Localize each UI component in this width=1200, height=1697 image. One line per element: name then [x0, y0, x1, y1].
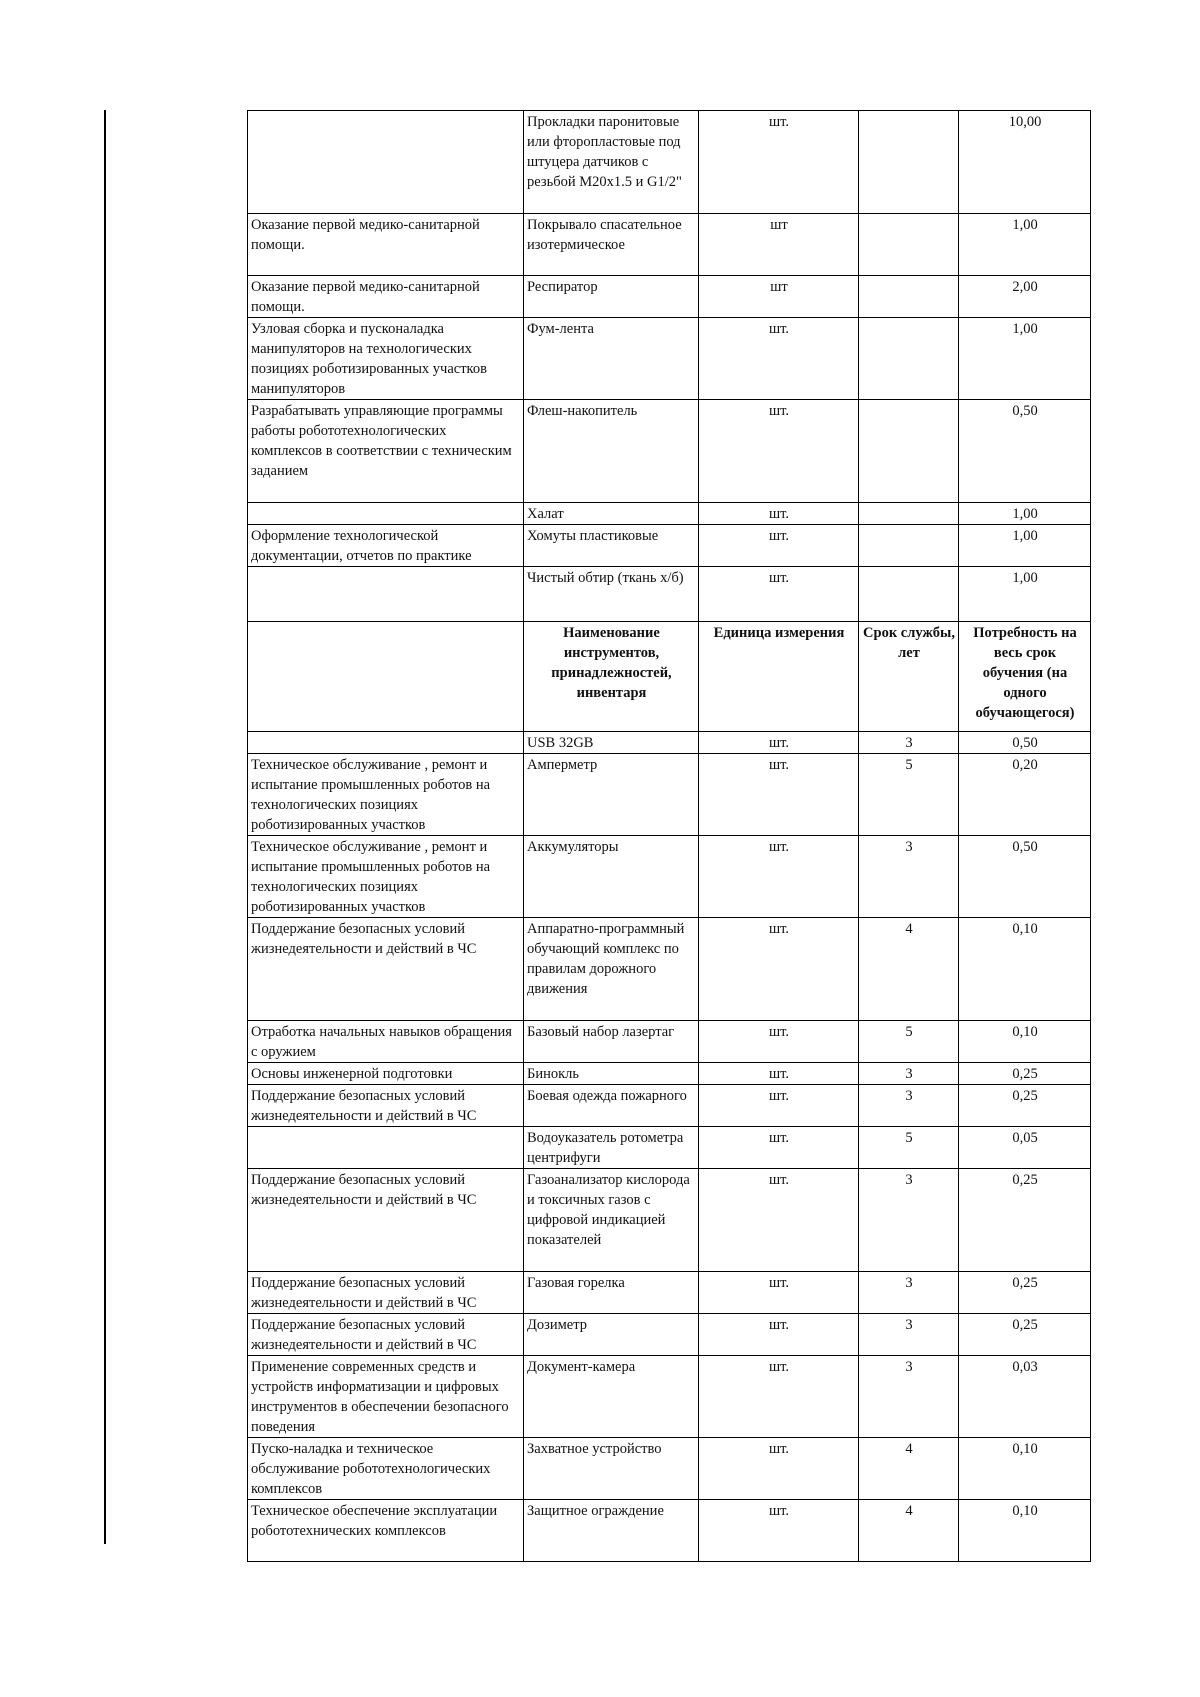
life-cell: 4 — [859, 1500, 959, 1562]
activity-cell: Поддержание безопасных условий жизнедеятельности и действий в ЧС — [248, 1085, 524, 1127]
unit-cell: шт. — [699, 1169, 859, 1272]
table-row — [248, 1314, 1091, 1356]
life-cell: 3 — [859, 1169, 959, 1272]
unit-cell: шт. — [699, 836, 859, 918]
activity-cell: Разрабатывать управляющие программы работы робототехнологических комплексов в соответствии с техническим заданием — [248, 400, 524, 503]
item-cell: Бинокль — [524, 1063, 699, 1085]
unit-cell: шт. — [699, 1127, 859, 1169]
header-need: Потребность на весь срок обучения (на одного обучающегося) — [959, 622, 1091, 732]
need-cell: 0,10 — [959, 918, 1091, 1021]
table-row — [248, 1085, 1091, 1127]
table-row — [248, 567, 1091, 622]
activity-cell: Поддержание безопасных условий жизнедеятельности и действий в ЧС — [248, 1314, 524, 1356]
life-cell: 3 — [859, 1085, 959, 1127]
unit-cell: шт. — [699, 400, 859, 503]
item-cell: Фум-лента — [524, 318, 699, 400]
need-cell: 0,25 — [959, 1169, 1091, 1272]
life-cell — [859, 400, 959, 503]
need-cell: 1,00 — [959, 567, 1091, 622]
activity-cell: Отработка начальных навыков обращения с оружием — [248, 1021, 524, 1063]
activity-cell: Применение современных средств и устройств информатизации и цифровых инструментов в обеспечении безопасного поведения — [248, 1356, 524, 1438]
unit-cell: шт. — [699, 567, 859, 622]
item-cell: Покрывало спасательное изотермическое — [524, 214, 699, 276]
activity-cell: Оказание первой медико-санитарной помощи. — [248, 214, 524, 276]
item-cell: Аппаратно-программный обучающий комплекс по правилам дорожного движения — [524, 918, 699, 1021]
life-cell — [859, 525, 959, 567]
need-cell: 0,10 — [959, 1500, 1091, 1562]
life-cell: 3 — [859, 1314, 959, 1356]
need-cell: 0,10 — [959, 1021, 1091, 1063]
unit-cell: шт. — [699, 1021, 859, 1063]
unit-cell: шт. — [699, 1438, 859, 1500]
life-cell — [859, 567, 959, 622]
activity-cell: Техническое обеспечение эксплуатации робототехнических комплексов — [248, 1500, 524, 1562]
life-cell: 3 — [859, 1272, 959, 1314]
table-row — [248, 1127, 1091, 1169]
life-cell: 3 — [859, 1356, 959, 1438]
need-cell: 0,05 — [959, 1127, 1091, 1169]
table-row — [248, 1169, 1091, 1272]
item-cell: Газоанализатор кислорода и токсичных газов с цифровой индикацией показателей — [524, 1169, 699, 1272]
activity-cell: Техническое обслуживание , ремонт и испытание промышленных роботов на технологических позициях роботизированных участков — [248, 836, 524, 918]
life-cell — [859, 503, 959, 525]
unit-cell: шт. — [699, 318, 859, 400]
unit-cell: шт. — [699, 918, 859, 1021]
item-cell: Амперметр — [524, 754, 699, 836]
need-cell: 0,50 — [959, 732, 1091, 754]
need-cell: 0,25 — [959, 1085, 1091, 1127]
life-cell: 5 — [859, 754, 959, 836]
need-cell: 1,00 — [959, 214, 1091, 276]
unit-cell: шт. — [699, 1314, 859, 1356]
unit-cell: шт. — [699, 732, 859, 754]
need-cell: 10,00 — [959, 111, 1091, 214]
need-cell: 1,00 — [959, 525, 1091, 567]
activity-cell — [248, 567, 524, 622]
life-cell: 4 — [859, 1438, 959, 1500]
unit-cell: шт. — [699, 1063, 859, 1085]
life-cell — [859, 318, 959, 400]
table-row — [248, 918, 1091, 1021]
table-row — [248, 1021, 1091, 1063]
unit-cell: шт. — [699, 754, 859, 836]
item-cell: Боевая одежда пожарного — [524, 1085, 699, 1127]
item-cell: Халат — [524, 503, 699, 525]
table-row — [248, 525, 1091, 567]
unit-cell: шт. — [699, 1356, 859, 1438]
item-cell: Документ-камера — [524, 1356, 699, 1438]
header-blank-cell — [248, 622, 524, 732]
table-row — [248, 1438, 1091, 1500]
life-cell — [859, 214, 959, 276]
item-cell: Водоуказатель ротометра центрифуги — [524, 1127, 699, 1169]
table-row — [248, 1063, 1091, 1085]
item-cell: Хомуты пластиковые — [524, 525, 699, 567]
need-cell: 0,25 — [959, 1314, 1091, 1356]
need-cell: 0,25 — [959, 1063, 1091, 1085]
need-cell: 1,00 — [959, 503, 1091, 525]
need-cell: 1,00 — [959, 318, 1091, 400]
table-row — [248, 111, 1091, 214]
header-row — [248, 622, 1091, 732]
table-row — [248, 836, 1091, 918]
need-cell: 0,03 — [959, 1356, 1091, 1438]
unit-cell: шт. — [699, 1500, 859, 1562]
life-cell: 3 — [859, 1063, 959, 1085]
table-row — [248, 318, 1091, 400]
activity-cell: Поддержание безопасных условий жизнедеятельности и действий в ЧС — [248, 918, 524, 1021]
need-cell: 0,10 — [959, 1438, 1091, 1500]
header-item: Наименование инструментов, принадлежностей, инвентаря — [524, 622, 699, 732]
life-cell: 4 — [859, 918, 959, 1021]
need-cell: 2,00 — [959, 276, 1091, 318]
activity-cell: Оказание первой медико-санитарной помощи. — [248, 276, 524, 318]
unit-cell: шт. — [699, 1085, 859, 1127]
table-row — [248, 503, 1091, 525]
life-cell — [859, 276, 959, 318]
activity-cell: Оформление технологической документации, отчетов по практике — [248, 525, 524, 567]
activity-cell: Поддержание безопасных условий жизнедеятельности и действий в ЧС — [248, 1169, 524, 1272]
need-cell: 0,50 — [959, 400, 1091, 503]
header-unit: Единица измерения — [699, 622, 859, 732]
life-cell: 3 — [859, 732, 959, 754]
activity-cell — [248, 111, 524, 214]
item-cell: Прокладки паронитовые или фторопластовые под штуцера датчиков с резьбой М20х1.5 и G1/2" — [524, 111, 699, 214]
activity-cell — [248, 732, 524, 754]
table-row — [248, 754, 1091, 836]
need-cell: 0,20 — [959, 754, 1091, 836]
table-row — [248, 1356, 1091, 1438]
table-row — [248, 276, 1091, 318]
left-margin-line — [104, 110, 106, 1544]
table-row — [248, 1500, 1091, 1562]
life-cell: 5 — [859, 1021, 959, 1063]
life-cell — [859, 111, 959, 214]
table-row — [248, 1272, 1091, 1314]
table-row — [248, 214, 1091, 276]
item-cell: Защитное ограждение — [524, 1500, 699, 1562]
item-cell: Дозиметр — [524, 1314, 699, 1356]
unit-cell: шт. — [699, 525, 859, 567]
item-cell: Чистый обтир (ткань х/б) — [524, 567, 699, 622]
item-cell: Базовый набор лазертаг — [524, 1021, 699, 1063]
equipment-table — [247, 110, 1091, 1562]
unit-cell: шт. — [699, 1272, 859, 1314]
table-row — [248, 732, 1091, 754]
activity-cell: Пуско-наладка и техническое обслуживание робототехнологических комплексов — [248, 1438, 524, 1500]
item-cell: Аккумуляторы — [524, 836, 699, 918]
item-cell: USB 32GB — [524, 732, 699, 754]
activity-cell: Поддержание безопасных условий жизнедеятельности и действий в ЧС — [248, 1272, 524, 1314]
unit-cell: шт — [699, 276, 859, 318]
unit-cell: шт. — [699, 503, 859, 525]
item-cell: Газовая горелка — [524, 1272, 699, 1314]
need-cell: 0,25 — [959, 1272, 1091, 1314]
table-row — [248, 400, 1091, 503]
unit-cell: шт. — [699, 111, 859, 214]
activity-cell: Узловая сборка и пусконаладка манипуляторов на технологических позициях роботизированных участков манипуляторов — [248, 318, 524, 400]
activity-cell: Техническое обслуживание , ремонт и испытание промышленных роботов на технологических позициях роботизированных участков — [248, 754, 524, 836]
need-cell: 0,50 — [959, 836, 1091, 918]
activity-cell — [248, 1127, 524, 1169]
unit-cell: шт — [699, 214, 859, 276]
item-cell: Захватное устройство — [524, 1438, 699, 1500]
header-life: Срок службы, лет — [859, 622, 959, 732]
life-cell: 5 — [859, 1127, 959, 1169]
item-cell: Респиратор — [524, 276, 699, 318]
item-cell: Флеш-накопитель — [524, 400, 699, 503]
activity-cell — [248, 503, 524, 525]
life-cell: 3 — [859, 836, 959, 918]
activity-cell: Основы инженерной подготовки — [248, 1063, 524, 1085]
